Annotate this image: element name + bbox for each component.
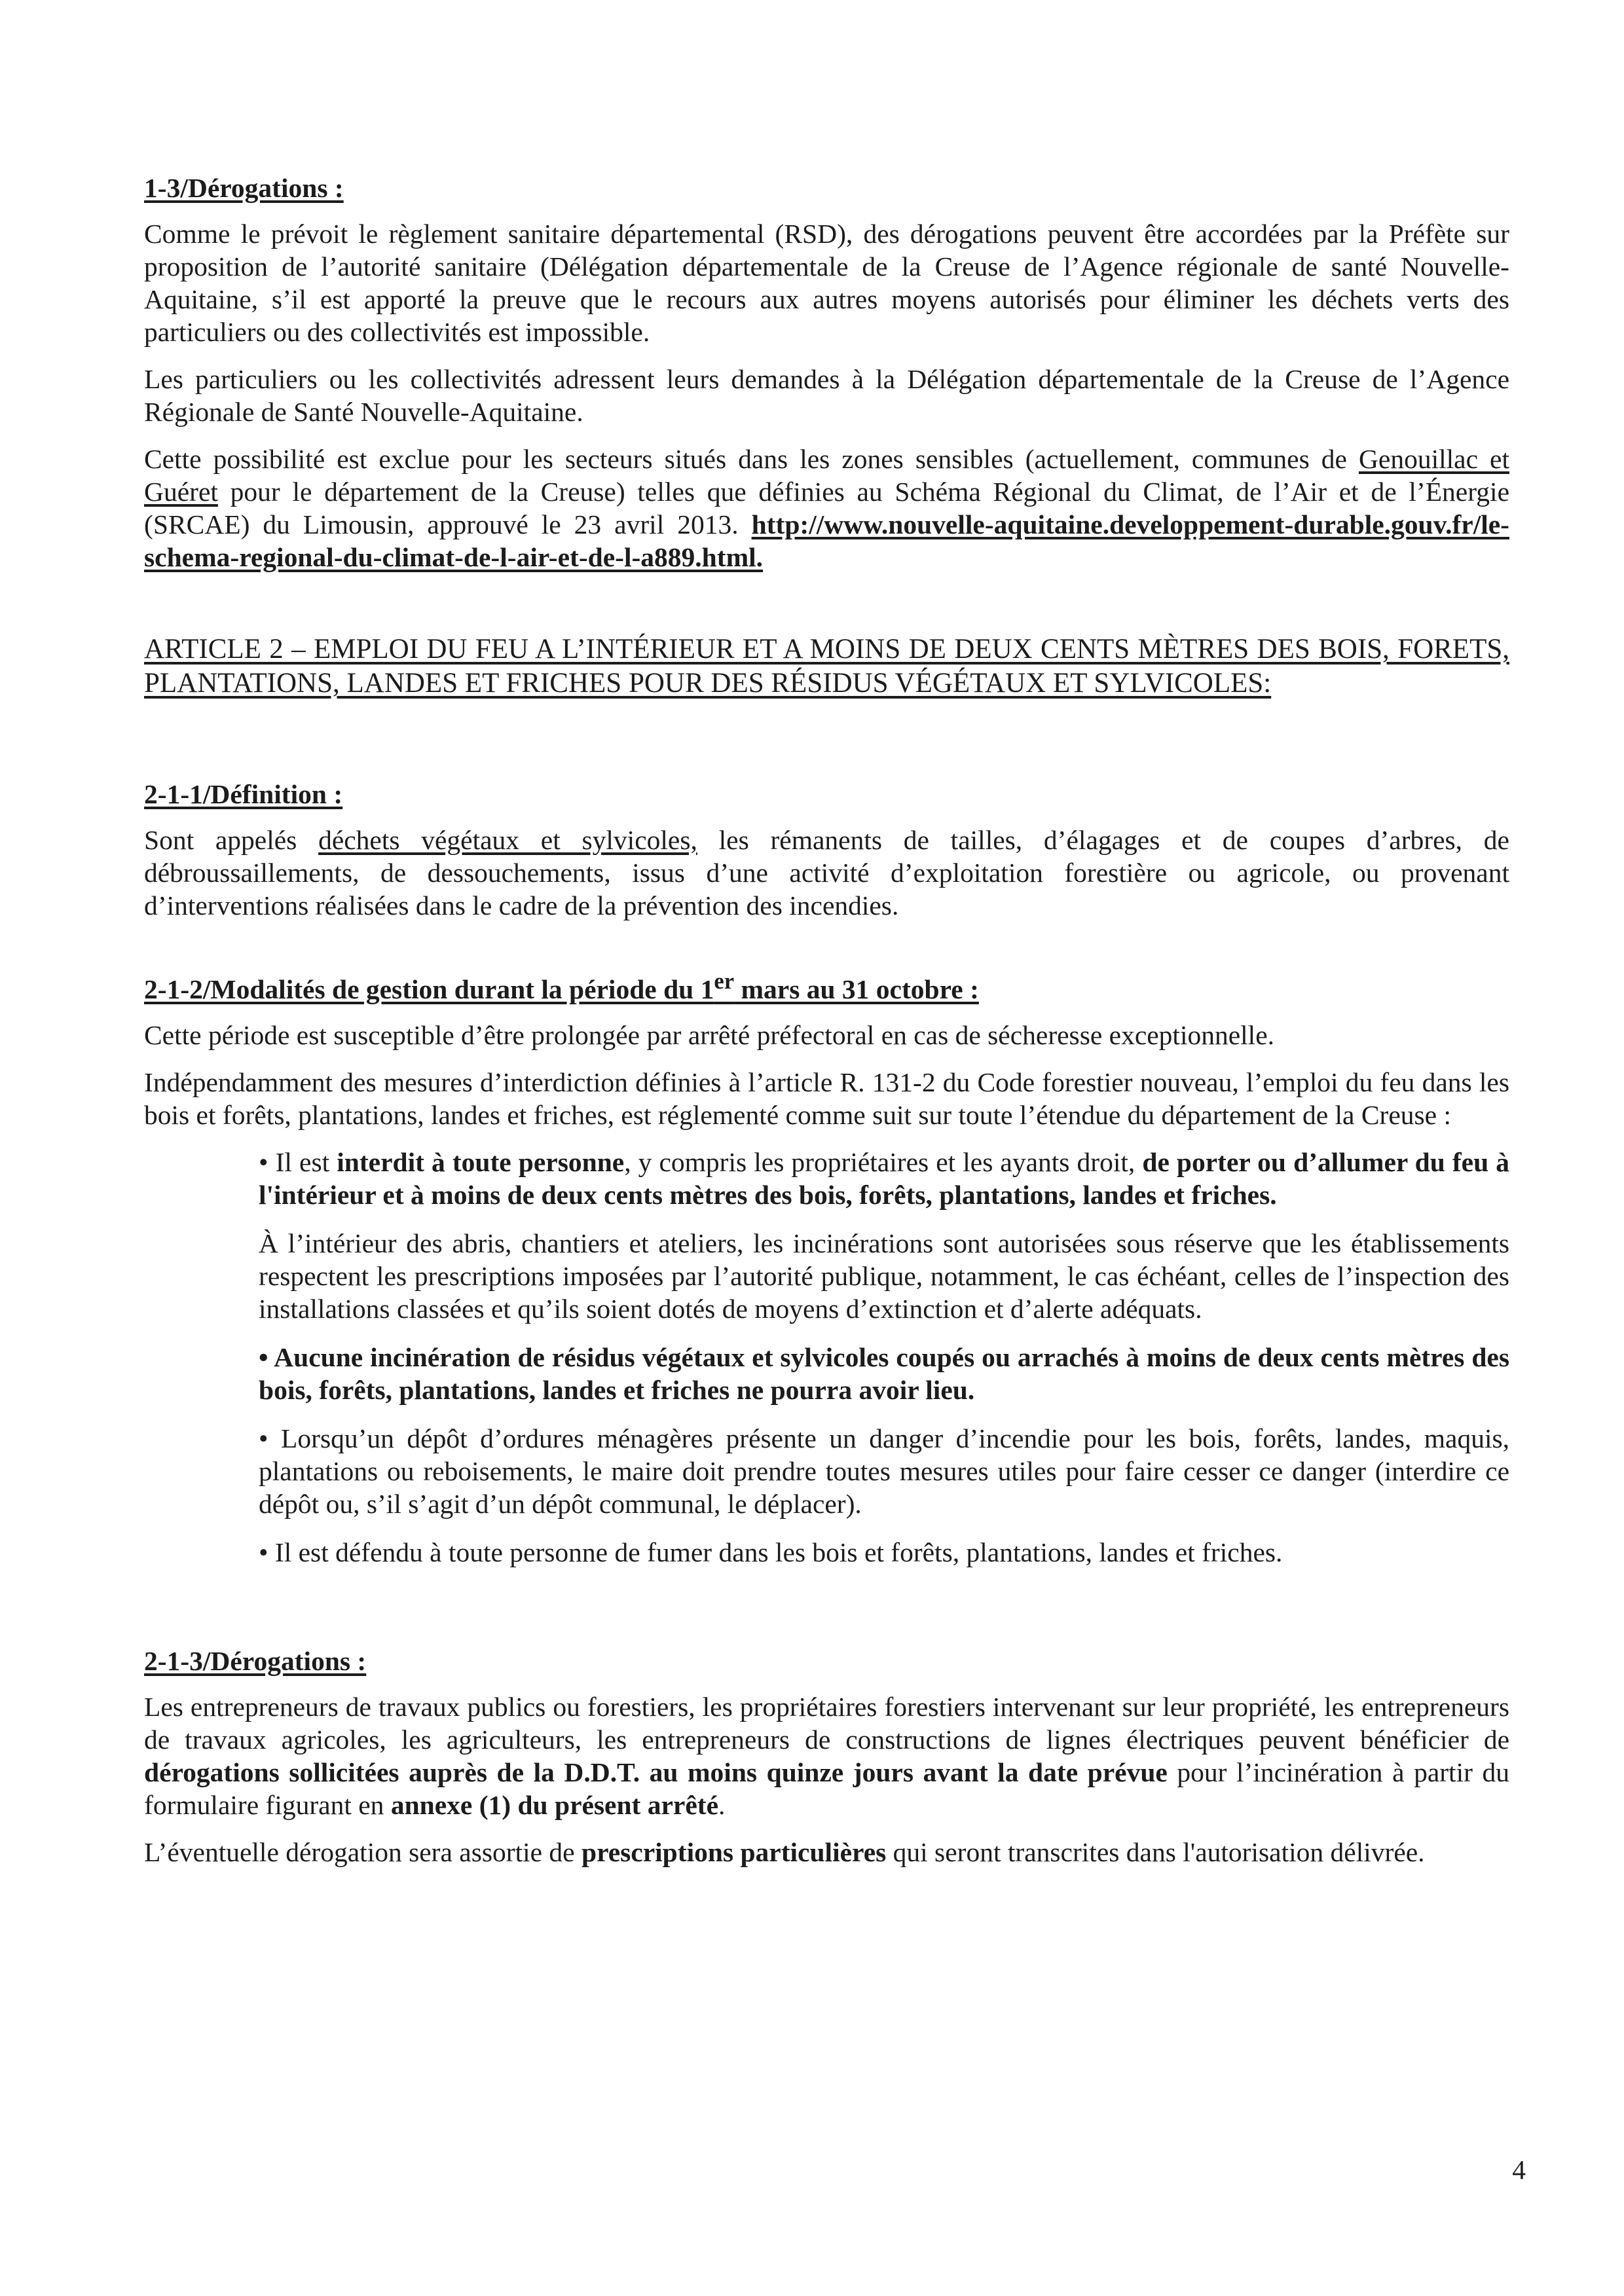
section-1-3-paragraph-2: Les particuliers ou les collectivités adressent leurs demandes à la Délégation départementale de la Creuse de l’Agence Régionale de Santé Nouvelle-Aquitaine. — [144, 364, 1509, 427]
srcae-link[interactable]: http://www.nouvelle-aquitaine.developpement-durable.gouv.fr/le-schema-regional-du-climat-de-l-air-et-de-l-a889.html. — [144, 509, 1509, 572]
srcae-text-start: Cette possibilité est exclue pour les secteurs situés dans les zones sensibles (actuellement, communes de — [144, 444, 1359, 474]
section-2-1-2-paragraph-1: Cette période est susceptible d’être prolongée par arrêté préfectoral en cas de sécheresse exceptionnelle. — [144, 1019, 1274, 1050]
defined-term: déchets végétaux et sylvicoles, — [318, 825, 697, 855]
document-page — [144, 172, 1509, 1883]
rule-item-2 — [259, 1341, 1509, 1406]
definition-text-end: les rémanents de tailles, d’élagages et de coupes d’arbres, de débroussaillements, de dessouchements, issus d’une activité d’exploitation forestière ou agricole, ou provenant d’interventions réalisées dans le cadre de la prévention des incendies. — [144, 825, 1509, 920]
section-1-3-paragraph-3 — [144, 443, 1509, 574]
heading-text-start: 2-1-2/Modalités de gestion durant la période du 1 — [144, 974, 714, 1004]
section-2-1-3-paragraph-2 — [144, 1836, 1509, 1868]
section-2-1-2-paragraph-2: Indépendamment des mesures d’interdiction définies à l’article R. 131-2 du Code forestier nouveau, l’emploi du feu dans les bois et forêts, plantations, landes et friches, est réglementé comme suit sur toute l’étendue du département de la Creuse : — [144, 1066, 1509, 1130]
sensitive-communes: Genouillac et Guéret — [144, 444, 1509, 507]
article-2-title: ARTICLE 2 – EMPLOI DU FEU A L’INTÉRIEUR ET A MOINS DE DEUX CENTS MÈTRES DES BOIS, FORETS, PLANTATIONS, LANDES ET FRICHES POUR DES RÉSIDUS VÉGÉTAUX ET SYLVICOLES: — [144, 634, 1509, 699]
section-2-1-1-heading: 2-1-1/Définition : — [144, 779, 343, 809]
rule-item-3: • Lorsqu’un dépôt d’ordures ménagères présente un danger d’incendie pour les bois, forêts, landes, maquis, plantations ou reboisements, le maire doit prendre toutes mesures utiles pour faire cesser ce danger (interdire ce dépôt ou, s’il s’agit d’un dépôt communal, le déplacer). — [259, 1423, 1509, 1519]
definition-paragraph — [144, 824, 1509, 922]
srcae-text-end: pour le département de la Creuse) telles que définies au Schéma Régional du Climat, de l’Air et de l’Énergie (SRCAE) du Limousin, approuvé le 23 avril 2013. — [144, 477, 1509, 539]
rule-1-text-b: , y compris les propriétaires et les ayants droit, — [624, 1146, 1143, 1177]
rule-1-text-a: • Il est — [259, 1146, 337, 1177]
section-1-3-heading: 1-3/Dérogations : — [144, 173, 344, 203]
heading-text-end: mars au 31 octobre : — [734, 974, 979, 1004]
prescription-text-b: qui seront transcrites dans l'autorisation délivrée. — [886, 1836, 1425, 1867]
definition-text-start: Sont appelés — [144, 825, 319, 855]
rule-1-bold-a: interdit à toute personne — [337, 1146, 625, 1177]
rule-item-1 — [259, 1146, 1509, 1211]
page-number: 4 — [1512, 2155, 1526, 2185]
prescription-bold: prescriptions particulières — [581, 1836, 887, 1867]
rule-item-4: • Il est défendu à toute personne de fumer dans les bois et forêts, plantations, landes et friches. — [259, 1537, 1283, 1567]
section-2-1-3-heading: 2-1-3/Dérogations : — [144, 1645, 367, 1676]
derogation-text-a: Les entrepreneurs de travaux publics ou forestiers, les propriétaires forestiers intervenant sur leur propriété, les entrepreneurs de travaux agricoles, les agriculteurs, les entrepreneurs de constructions de lignes électriques peuvent bénéficier de — [144, 1691, 1509, 1755]
rule-1-bold-b: de porter ou d’allumer du feu à l'intérieur et à moins de deux cents mètres des bois, forêts, plantations, landes et friches. — [259, 1146, 1509, 1210]
derogation-bold-b: annexe (1) du présent arrêté — [390, 1789, 719, 1820]
section-2-1-3-paragraph-1 — [144, 1690, 1509, 1821]
derogation-bold-a: dérogations sollicitées auprès de la D.D.T. au moins quinze jours avant la date prévue — [144, 1757, 1168, 1787]
rule-2-bold: • Aucune incinération de résidus végétaux et sylvicoles coupés ou arrachés à moins de deux cents mètres des bois, forêts, plantations, landes et friches ne pourra avoir lieu. — [259, 1341, 1509, 1405]
heading-superscript: er — [714, 969, 735, 994]
section-1-3-paragraph-1: Comme le prévoit le règlement sanitaire départemental (RSD), des dérogations peuvent être accordées par la Préfète sur proposition de l’autorité sanitaire (Délégation départementale de la Creuse de l’Agence régionale de santé Nouvelle-Aquitaine, s’il est apporté la preuve que le recours aux autres moyens autorisés pour éliminer les déchets verts des particuliers ou des collectivités est impossible. — [144, 219, 1509, 347]
rules-list — [259, 1146, 1509, 1569]
prescription-text-a: L’éventuelle dérogation sera assortie de — [144, 1836, 581, 1867]
derogation-text-b: pour l’incinération à partir du formulaire figurant en — [144, 1757, 1509, 1820]
rule-item-1-note: À l’intérieur des abris, chantiers et ateliers, les incinérations sont autorisées sous réserve que les établissements respectent les prescriptions imposées par l’autorité publique, notamment, le cas échéant, celles de l’inspection des installations classées et qu’ils soient dotés de moyens d’extinction et d’alerte adéquats. — [259, 1228, 1509, 1324]
section-2-1-2-heading — [144, 965, 1509, 1006]
derogation-text-c: . — [718, 1789, 726, 1820]
